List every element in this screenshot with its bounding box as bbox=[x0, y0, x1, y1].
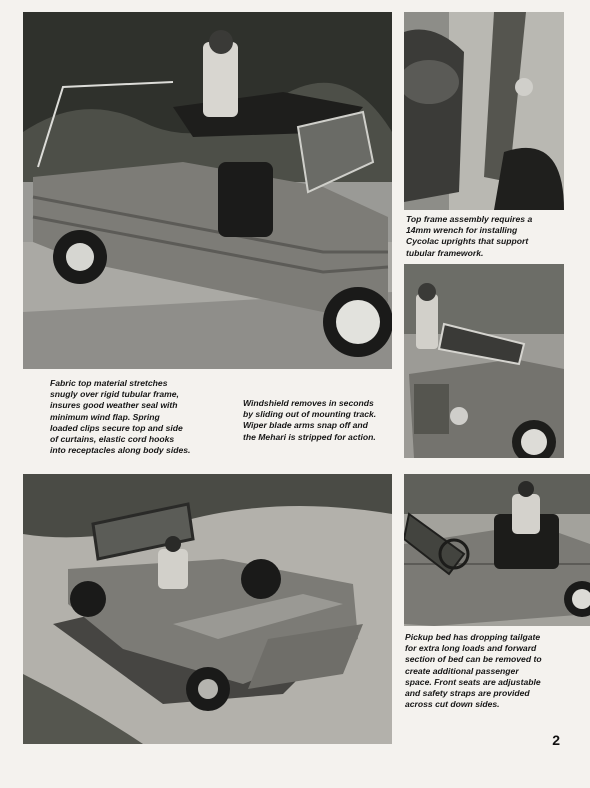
photo-mehari-fabric-top bbox=[23, 12, 392, 369]
photo-passenger-space bbox=[404, 474, 590, 626]
caption-windshield: Windshield removes in seconds by sliding out of mounting track. Wiper blade arms snap off and the Mehari is stripped for action. bbox=[243, 398, 377, 442]
caption-fabric-top: Fabric top material stretches snugly over rigid tubular frame, insures good weather seal with minimum wind flap. Spring loaded clips secure top and side of curtains, elastic cord hooks into receptacles along body sides. bbox=[50, 378, 191, 456]
photo-mehari-stripped bbox=[23, 474, 392, 744]
photo-top-frame-assembly bbox=[404, 12, 564, 210]
caption-top-frame: Top frame assembly requires a 14mm wrench for installing Cycolac uprights that support tubular framework. bbox=[406, 214, 533, 258]
page-number: 2 bbox=[552, 732, 560, 748]
photo-windshield-removal bbox=[404, 264, 564, 458]
caption-pickup-bed: Pickup bed has dropping tailgate for extra long loads and forward section of bed can be removed to create additional passenger space. Front seats are adjustable and safety straps are provided across cut down sides. bbox=[405, 632, 542, 710]
